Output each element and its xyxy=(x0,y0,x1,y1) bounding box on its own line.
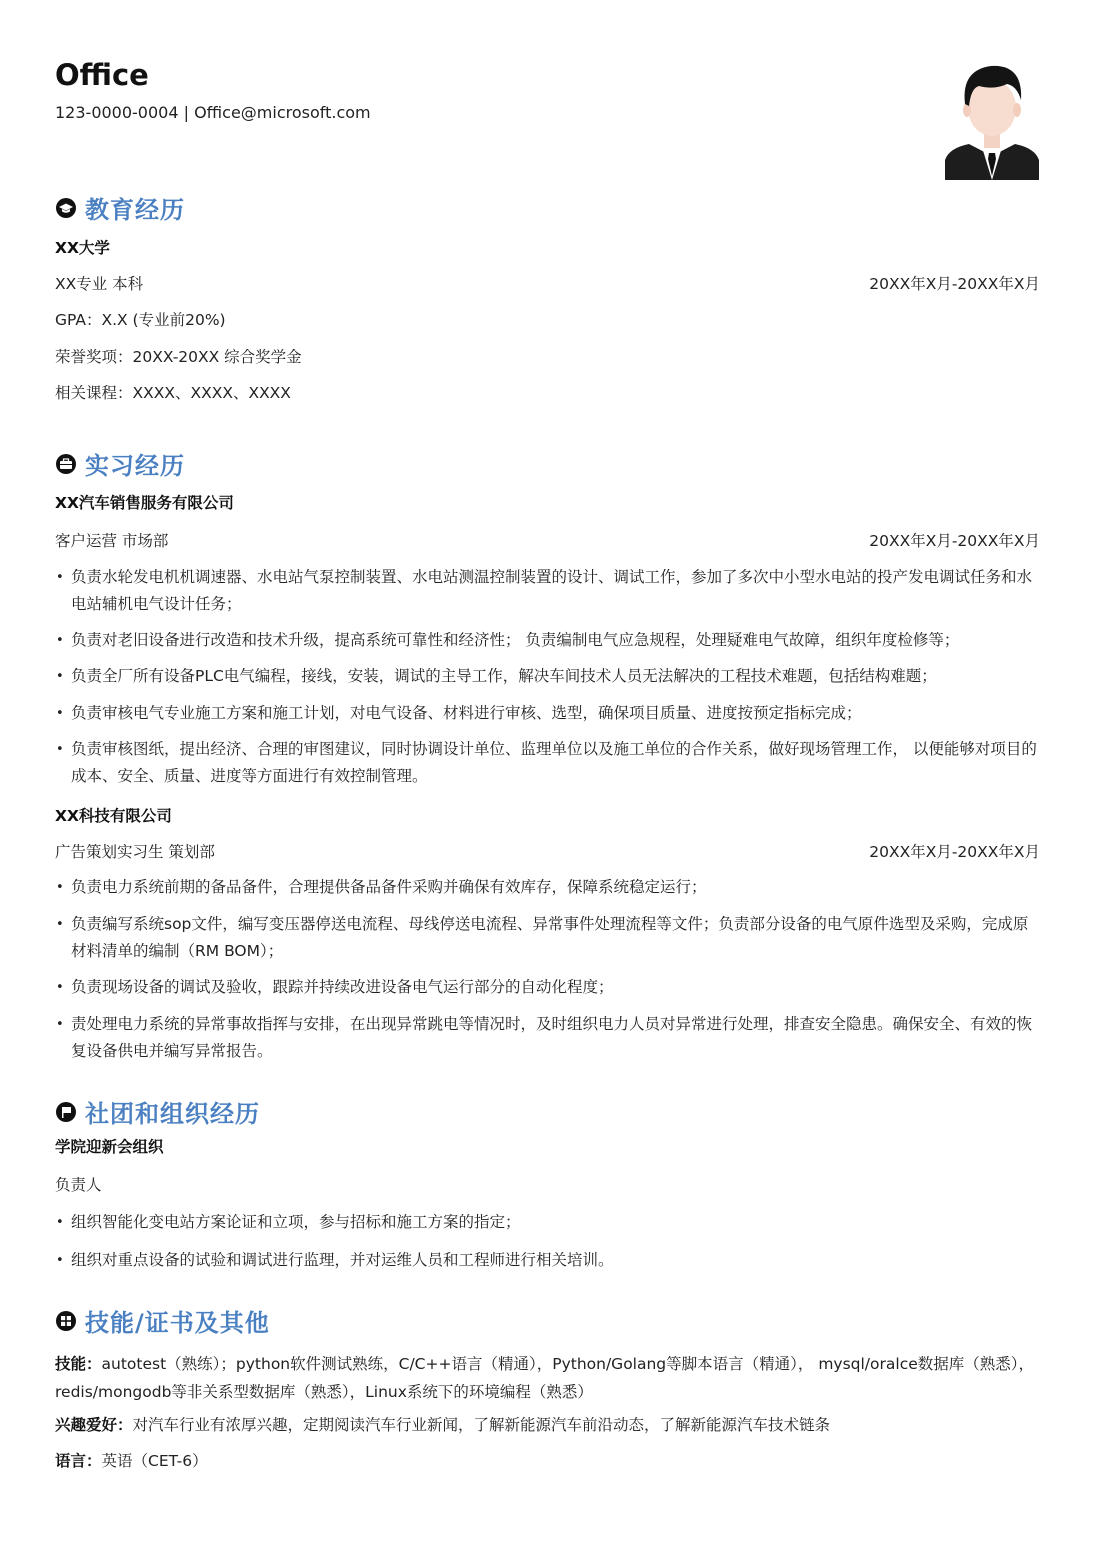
section-title: 教育经历 xyxy=(85,196,185,224)
education-date: 20XX年X月-20XX年X月 xyxy=(869,275,1040,293)
section-club xyxy=(55,1094,260,1129)
section-title: 实习经历 xyxy=(85,452,185,480)
list-item: • 责处理电力系统的异常事故指挥与安排，在出现异常跳电等情况时，及时组织电力人员对异常进行处理，排查安全隐患。确保安全、有效的恢复设备供电并编写异常报告。 xyxy=(55,1011,1040,1065)
hobby-label: 兴趣爱好： xyxy=(55,1416,133,1434)
hobby-text: 对汽车行业有浓厚兴趣，定期阅读汽车行业新闻，了解新能源汽车前沿动态，了解新能源汽车技术链条 xyxy=(132,1416,831,1434)
language-label: 语言： xyxy=(55,1452,102,1470)
list-item: • 组织智能化变电站方案论证和立项，参与招标和施工方案的指定； xyxy=(55,1209,1040,1236)
education-line xyxy=(55,274,1040,294)
major: XX专业 本科 xyxy=(55,275,144,293)
job-line xyxy=(55,531,1040,551)
list-item: • 负责全厂所有设备PLC电气编程，接线，安装，调试的主导工作，解决车间技术人员无法解决的工程技术难题，包括结构难题； xyxy=(55,663,1040,690)
gpa: GPA：X.X (专业前20%) xyxy=(55,311,226,329)
list-item: • 负责审核图纸，提出经济、合理的审图建议，同时协调设计单位、监理单位以及施工单位的合作关系，做好现场管理工作， 以便能够对项目的成本、安全、质量、进度等方面进行有效控制管理。 xyxy=(55,736,1040,790)
company-name: XX汽车销售服务有限公司 xyxy=(55,494,234,512)
list-item: • 负责对老旧设备进行改造和技术升级，提高系统可靠性和经济性； 负责编制电气应急规程，处理疑难电气故障，组织年度检修等； xyxy=(55,627,1040,654)
job-date: 20XX年X月-20XX年X月 xyxy=(869,843,1040,861)
grid-icon xyxy=(55,1310,77,1332)
job-line xyxy=(55,842,1040,862)
briefcase-icon xyxy=(55,453,77,475)
job-role: 客户运营 市场部 xyxy=(55,532,169,550)
job-date: 20XX年X月-20XX年X月 xyxy=(869,532,1040,550)
language-text: 英语（CET-6） xyxy=(101,1452,208,1470)
section-title: 社团和组织经历 xyxy=(85,1100,260,1128)
org-role: 负责人 xyxy=(55,1176,102,1194)
graduation-cap-icon xyxy=(55,197,77,219)
section-education xyxy=(55,190,185,225)
school-name: XX大学 xyxy=(55,239,110,257)
section-skills xyxy=(55,1303,270,1338)
list-item: • 负责水轮发电机机调速器、水电站气泵控制装置、水电站测温控制装置的设计、调试工作，参加了多次中小型水电站的投产发电调试任务和水电站辅机电气设计任务； xyxy=(55,564,1040,618)
flag-icon xyxy=(55,1101,77,1123)
list-item: • 负责编写系统sop文件，编写变压器停送电流程、母线停送电流程、异常事件处理流程等文件；负责部分设备的电气原件选型及采购，完成原材料清单的编制（RM BOM）； xyxy=(55,911,1040,965)
job-role: 广告策划实习生 策划部 xyxy=(55,843,215,861)
courses: 相关课程：XXXX、XXXX、XXXX xyxy=(55,384,291,402)
honors: 荣誉奖项：20XX-20XX 综合奖学金 xyxy=(55,348,302,366)
list-item: • 组织对重点设备的试验和调试进行监理，并对运维人员和工程师进行相关培训。 xyxy=(55,1247,1040,1274)
skills-text: autotest（熟练）；python软件测试熟练，C/C++语言（精通），Python/Golang等脚本语言（精通）， mysql/oralce数据库（熟悉），redis/mongodb等非关系型数据库（熟悉），Linux系统下的环境编程（熟悉） xyxy=(55,1355,1035,1401)
list-item: • 负责现场设备的调试及验收，跟踪并持续改进设备电气运行部分的自动化程度； xyxy=(55,974,1040,1001)
contact-info: 123-0000-0004 | Office@microsoft.com xyxy=(55,103,371,122)
list-item: • 负责审核电气专业施工方案和施工计划，对电气设备、材料进行审核、选型，确保项目质量、进度按预定指标完成； xyxy=(55,700,1040,727)
list-item: • 负责电力系统前期的备品备件，合理提供备品备件采购并确保有效库存，保障系统稳定运行； xyxy=(55,874,1040,901)
hobby-line xyxy=(55,1415,1040,1435)
section-internship xyxy=(55,446,185,481)
avatar xyxy=(945,60,1039,180)
section-title: 技能/证书及其他 xyxy=(85,1309,270,1337)
org-name: 学院迎新会组织 xyxy=(55,1138,164,1156)
candidate-name: Office xyxy=(55,58,149,92)
company-name: XX科技有限公司 xyxy=(55,807,172,825)
skills-line xyxy=(55,1350,1040,1406)
language-line xyxy=(55,1451,1040,1471)
skills-label: 技能： xyxy=(55,1355,102,1373)
